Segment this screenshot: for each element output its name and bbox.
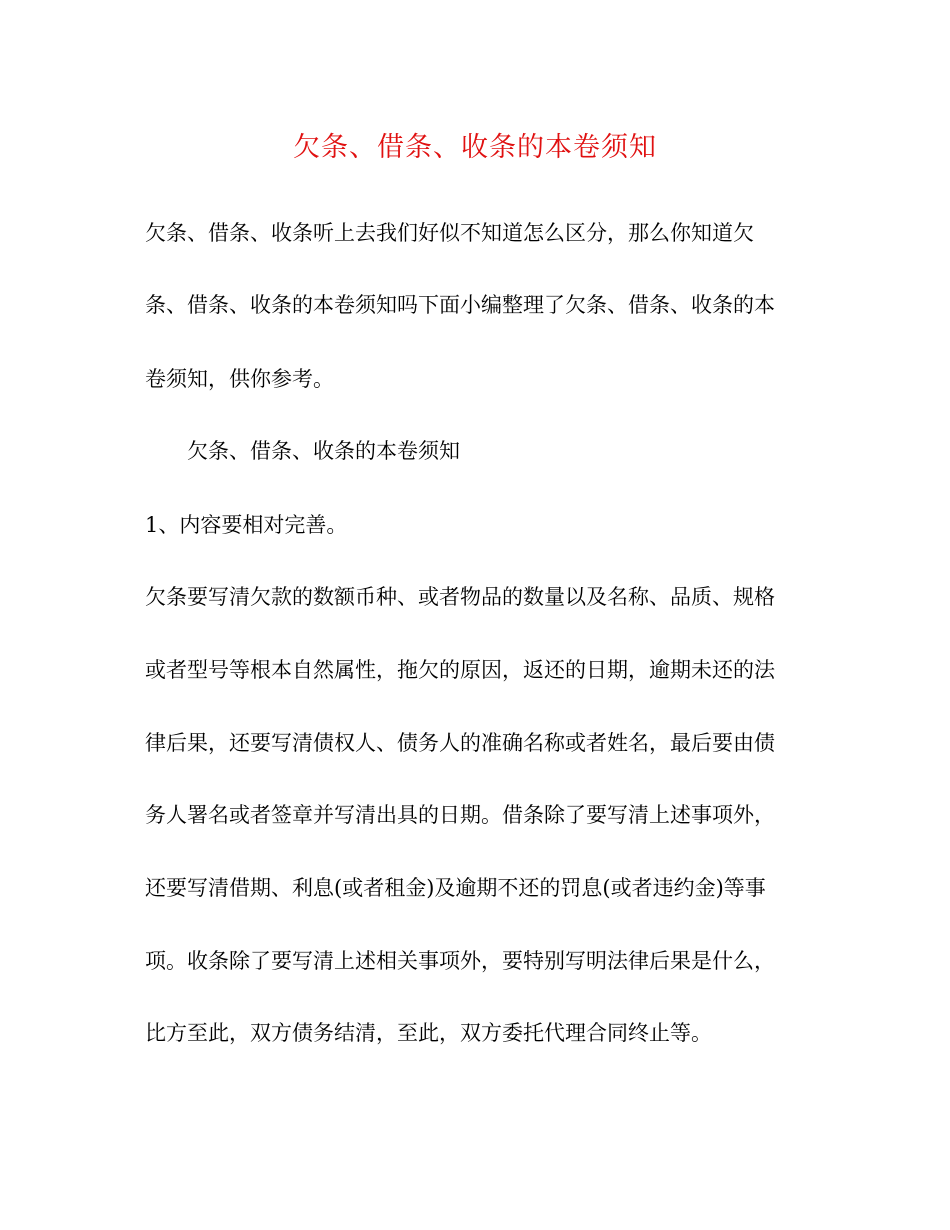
section-1-heading: 1、内容要相对完善。 <box>145 513 348 537</box>
section-1-line-2: 或者型号等根本自然属性，拖欠的原因，返还的日期，逾期未还的法 <box>145 658 775 682</box>
section-1-line-6: 项。收条除了要写清上述相关事项外，要特别写明法律后果是什么， <box>145 949 775 973</box>
subheading: 欠条、借条、收条的本卷须知 <box>187 439 460 463</box>
section-1-line-3: 律后果，还要写清债权人、债务人的准确名称或者姓名，最后要由债 <box>145 731 775 755</box>
intro-line-2: 条、借条、收条的本卷须知吗下面小编整理了欠条、借条、收条的本 <box>145 293 775 317</box>
document-title: 欠条、借条、收条的本卷须知 <box>293 132 657 163</box>
section-1-line-1: 欠条要写清欠款的数额币种、或者物品的数量以及名称、品质、规格 <box>145 585 775 609</box>
section-1-line-7: 比方至此，双方债务结清，至此，双方委托代理合同终止等。 <box>145 1021 712 1045</box>
section-1-line-5: 还要写清借期、利息(或者租金)及逾期不还的罚息(或者违约金)等事 <box>145 876 766 900</box>
section-1-line-4: 务人署名或者签章并写清出具的日期。借条除了要写清上述事项外， <box>145 803 775 827</box>
intro-line-1: 欠条、借条、收条听上去我们好似不知道怎么区分，那么你知道欠 <box>145 221 754 245</box>
intro-line-3: 卷须知，供你参考。 <box>145 367 334 391</box>
